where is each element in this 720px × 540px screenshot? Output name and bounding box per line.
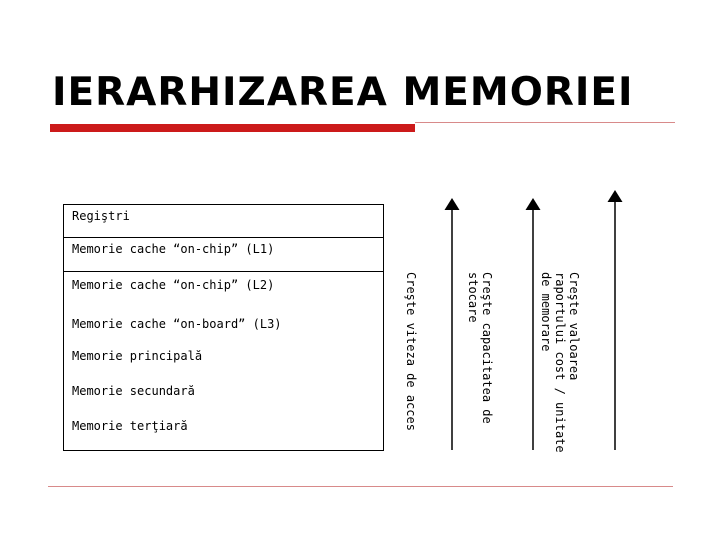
cost-label-line3: de memorare	[539, 272, 553, 352]
capacity-label	[466, 272, 494, 424]
level-tertiary-memory: Memorie terţiară	[72, 419, 188, 433]
level-secondary-memory: Memorie secundară	[72, 384, 195, 398]
level-registers: Regiştri	[72, 209, 130, 223]
capacity-label-line1: Creşte capacitatea de	[480, 272, 494, 424]
cost-label-line1: Creşte valoarea	[567, 272, 581, 381]
cost-label-line2: raportului cost / unitate	[553, 272, 567, 453]
level-cache-l3: Memorie cache “on-board” (L3)	[72, 317, 282, 331]
level-main-memory: Memorie principală	[72, 349, 203, 363]
capacity-label-line2: stocare	[466, 272, 480, 323]
cost-label	[539, 272, 581, 453]
level-cache-l2: Memorie cache “on-chip” (L2)	[72, 278, 275, 292]
page-title: IERARHIZAREA MEMORIEI	[52, 70, 634, 115]
level-cache-l1: Memorie cache “on-chip” (L1)	[72, 242, 275, 256]
speed-arrow-label: Creşte viteza de acces	[404, 272, 418, 431]
